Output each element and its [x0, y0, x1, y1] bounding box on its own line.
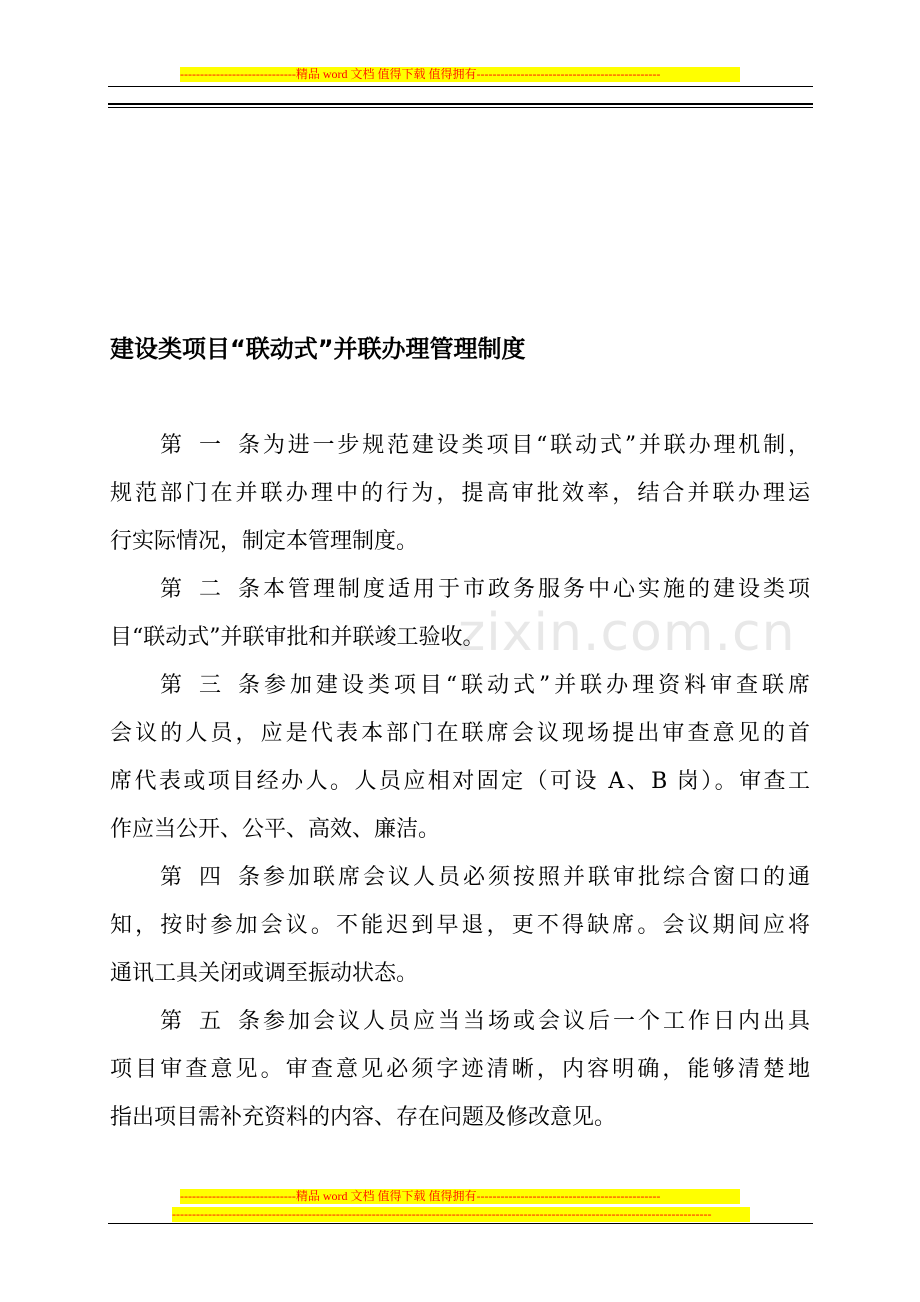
article-4-line-3: 通讯工具关闭或调至振动状态。: [110, 961, 419, 986]
article-5-line-2: 项目审查意见。审查意见必须字迹清晰，内容明确，能够清楚地: [110, 1057, 810, 1082]
article-2-line-1: [110, 566, 810, 614]
article-2: [110, 566, 810, 662]
article-5-label: 第五条: [160, 1009, 260, 1034]
article-3: [110, 662, 810, 854]
article-3-line-4: 作应当公开、公平、高效、廉洁。: [110, 817, 441, 842]
article-3-text-1: 参加建设类项目“联动式”并联办理资料审查联席: [260, 673, 810, 698]
article-3-line-1: [110, 662, 810, 710]
article-2-text-1: 本管理制度适用于市政务服务中心实施的建设类项: [260, 577, 810, 602]
header-rule-thin-lower: [108, 107, 813, 108]
article-4-line-1: [110, 854, 810, 902]
article-4-line-2: 知，按时参加会议。不能迟到早退，更不得缺席。会议期间应将: [110, 913, 810, 938]
article-1-line-2: 规范部门在并联办理中的行为，提高审批效率，结合并联办理运: [110, 481, 810, 506]
footer-dashes: ---------------------------------------------------------------------------------------------------------------------------------------: [172, 1207, 750, 1222]
header-banner: -----------------------------精品 word 文档 值得下载 值得拥有----------------------------------------------: [180, 67, 740, 82]
article-5-line-1: [110, 998, 810, 1046]
article-3-label: 第三条: [160, 673, 260, 698]
article-1: [110, 422, 810, 566]
article-4-text-1: 参加联席会议人员必须按照并联审批综合窗口的通: [260, 865, 810, 890]
header-rule-thin: [108, 86, 813, 87]
article-4: [110, 854, 810, 998]
article-4-label: 第四条: [160, 865, 260, 890]
article-3-line-2: 会议的人员，应是代表本部门在联席会议现场提出审查意见的首: [110, 721, 810, 746]
header-rule-thick: [108, 103, 813, 105]
document-title: 建设类项目“联动式”并联办理管理制度: [110, 335, 526, 363]
watermark-text: zixin.com.cn: [458, 603, 796, 663]
article-2-line-2: 目“联动式”并联审批和并联竣工验收。: [110, 625, 485, 650]
article-2-label: 第二条: [160, 577, 260, 602]
article-5: [110, 998, 810, 1142]
article-1-text-1: 为进一步规范建设类项目“联动式”并联办理机制，: [260, 433, 810, 458]
document-body: [110, 422, 810, 1142]
article-5-text-1: 参加会议人员应当当场或会议后一个工作日内出具: [260, 1009, 810, 1034]
article-1-line-1: [110, 422, 810, 470]
article-5-line-3: 指出项目需补充资料的内容、存在问题及修改意见。: [110, 1105, 617, 1130]
article-1-line-3: 行实际情况，制定本管理制度。: [110, 529, 419, 554]
article-3-line-3: 席代表或项目经办人。人员应相对固定（可设 A、B 岗）。审查工: [110, 769, 810, 794]
footer-banner: -----------------------------精品 word 文档 值得下载 值得拥有----------------------------------------------: [180, 1189, 740, 1204]
footer-rule: [108, 1223, 813, 1224]
article-1-label: 第一条: [160, 433, 260, 458]
